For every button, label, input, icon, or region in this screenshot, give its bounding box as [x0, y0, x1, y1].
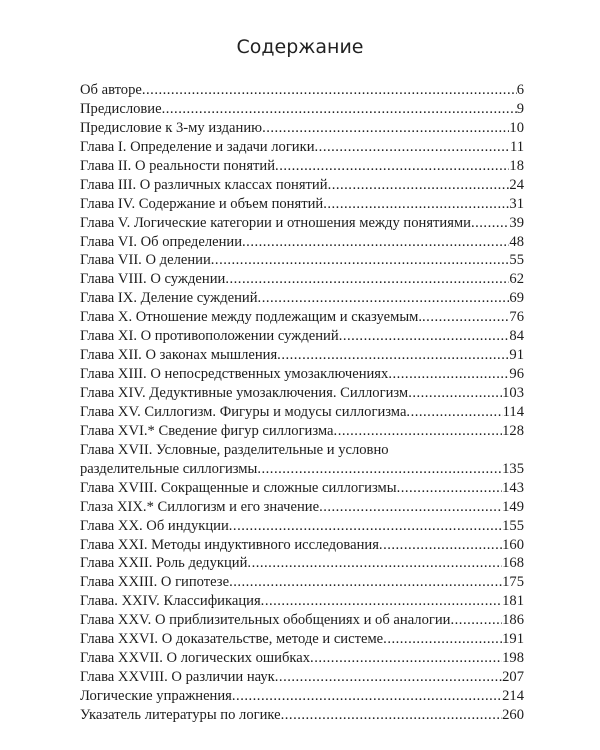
- toc-entry[interactable]: [80, 138, 524, 157]
- toc-entry[interactable]: [80, 100, 524, 119]
- toc-entry-page: 76: [509, 309, 524, 326]
- dot-leader: [323, 195, 509, 214]
- dot-leader: [242, 233, 509, 252]
- toc-entry-title: Глава XXVI. О доказательстве, методе и системе: [80, 631, 384, 648]
- toc-entry-title-line1: Глава XVII. Условные, разделительные и условно: [80, 441, 389, 458]
- toc-entry-page: 96: [509, 366, 524, 383]
- toc-entry[interactable]: [80, 592, 524, 611]
- toc-entry[interactable]: [80, 119, 524, 138]
- toc-entry-title: Указатель литературы по логике: [80, 706, 281, 723]
- toc-entry-page: 10: [509, 119, 524, 136]
- toc-entry-page: 128: [502, 422, 524, 439]
- toc-entry-title: Глаза XIX.* Силлогизм и его значение: [80, 498, 320, 515]
- toc-entry[interactable]: [80, 346, 524, 365]
- dot-leader: [229, 517, 502, 536]
- toc-entry-title: Глава V. Логические категории и отношения между понятиями: [80, 214, 471, 231]
- toc-entry-page: 198: [502, 650, 524, 667]
- dot-leader: [225, 270, 509, 289]
- toc-entry-page: 103: [502, 385, 524, 401]
- toc-entry[interactable]: [80, 157, 524, 176]
- toc-entry-page: 135: [502, 460, 524, 477]
- toc-entry[interactable]: [80, 403, 524, 422]
- toc-entry-page: 55: [509, 252, 524, 269]
- dot-leader: [277, 346, 509, 365]
- dot-leader: [383, 630, 502, 649]
- dot-leader: [334, 422, 503, 441]
- toc-entry[interactable]: [80, 536, 524, 555]
- toc-entry[interactable]: [80, 630, 524, 649]
- dot-leader: [262, 119, 509, 138]
- toc-entry-page: 114: [502, 403, 524, 420]
- toc-entry-page: 168: [502, 555, 524, 572]
- toc-entry-page: 160: [502, 536, 524, 553]
- dot-leader: [211, 251, 510, 270]
- toc-entry-title: Предисловие: [80, 100, 162, 117]
- dot-leader: [406, 403, 502, 422]
- toc-entry-title: Глава XV. Силлогизм. Фигуры и модусы силлогизма: [80, 403, 407, 420]
- toc-entry-page: 39: [509, 214, 524, 231]
- toc-entry[interactable]: [80, 289, 524, 308]
- toc-entry[interactable]: [80, 384, 524, 403]
- toc-entry-title: Глава XIII. О непосредственных умозаключениях: [80, 366, 389, 383]
- toc-entry-page: 155: [502, 517, 524, 534]
- dot-leader: [257, 460, 502, 479]
- dot-leader: [319, 498, 502, 517]
- toc-entry[interactable]: [80, 460, 524, 479]
- toc-entry-page: 149: [502, 498, 524, 515]
- toc-entry[interactable]: [80, 214, 524, 233]
- dot-leader: [162, 100, 517, 119]
- toc-entry[interactable]: [80, 233, 524, 252]
- dot-leader: [232, 687, 502, 706]
- dot-leader: [258, 289, 510, 308]
- toc-entry-page: 214: [502, 688, 524, 704]
- dot-leader: [339, 327, 510, 346]
- toc-entry[interactable]: [80, 687, 524, 706]
- dot-leader: [471, 214, 509, 233]
- toc-entry-page: 69: [509, 290, 524, 307]
- toc-entry[interactable]: [80, 706, 524, 725]
- toc-entry[interactable]: [80, 668, 524, 687]
- toc-entry-title: Глава IX. Деление суждений: [80, 290, 258, 307]
- dot-leader: [328, 176, 510, 195]
- toc-entry-title: Глава VII. О делении: [80, 252, 211, 269]
- toc-entry-title: Глава III. О различных классах понятий: [80, 176, 328, 193]
- toc-entry-page: 260: [502, 706, 524, 723]
- toc-entry-title: Глава II. О реальности понятий: [80, 157, 276, 174]
- dot-leader: [408, 384, 502, 403]
- dot-leader: [229, 573, 502, 592]
- toc-entry[interactable]: [80, 81, 524, 100]
- toc-entry-page: 191: [502, 631, 524, 648]
- toc-entry-page: 91: [509, 347, 524, 364]
- toc-entry-title: Глава XIV. Дедуктивные умозаключения. Силлогизм: [80, 385, 409, 401]
- toc-entry[interactable]: [80, 498, 524, 517]
- toc-entry-page: 6: [516, 82, 524, 98]
- toc-entry-title: разделительные силлогизмы: [80, 460, 258, 477]
- toc-entry-title: Глава IV. Содержание и объем понятий: [80, 195, 324, 212]
- toc-entry-title: Глава. XXIV. Классификация: [80, 593, 261, 610]
- toc-entry-title: Глава XII. О законах мышления: [80, 347, 278, 364]
- toc-entry[interactable]: [80, 517, 524, 536]
- toc-entry-title: Глава XXV. О приблизительных обобщениях и об аналогии: [80, 612, 451, 629]
- toc-entry-page: 31: [509, 195, 524, 212]
- toc-entry[interactable]: [80, 308, 524, 327]
- toc-entry-title: Глава X. Отношение между подлежащим и сказуемым.: [80, 309, 423, 326]
- toc-entry-page: 9: [516, 100, 524, 117]
- toc-entry-first-line: [80, 441, 524, 460]
- toc-entry-title: Глава XX. Об индукции: [80, 517, 229, 534]
- toc-entry-page: 181: [502, 593, 524, 610]
- dot-leader: [388, 365, 509, 384]
- toc-entry[interactable]: [80, 365, 524, 384]
- toc-entry[interactable]: [80, 251, 524, 270]
- dot-leader: [451, 611, 503, 630]
- toc-entry[interactable]: [80, 176, 524, 195]
- toc-entry-title: Глава XXI. Методы индуктивного исследования: [80, 536, 379, 553]
- toc-entry[interactable]: [80, 195, 524, 214]
- dot-leader: [275, 668, 502, 687]
- toc-entry[interactable]: [80, 554, 524, 573]
- toc-entry-title: Логические упражнения: [80, 688, 232, 704]
- toc-entry-page: 24: [509, 176, 524, 193]
- dot-leader: [247, 554, 502, 573]
- dot-leader: [379, 536, 502, 555]
- toc-entry[interactable]: [80, 327, 524, 346]
- toc-entry-title: Глава XXII. Роль дедукций: [80, 555, 248, 572]
- toc-entry-page: 84: [509, 328, 524, 345]
- toc-entry-page: 186: [502, 612, 524, 629]
- dot-leader: [422, 308, 509, 327]
- toc-entry-title: Глава I. Определение и задачи логики: [80, 138, 315, 155]
- toc-entry-page: 62: [509, 271, 524, 288]
- dot-leader: [261, 592, 502, 611]
- dot-leader: [281, 706, 502, 725]
- dot-leader: [315, 138, 510, 157]
- toc-entry-title: Глава XXVIII. О различии наук: [80, 669, 275, 686]
- toc-entry[interactable]: [80, 649, 524, 668]
- dot-leader: [397, 479, 503, 498]
- dot-leader: [142, 81, 517, 100]
- toc-entry-page: 207: [502, 669, 524, 686]
- toc-entry-title: Глава VIII. О суждении: [80, 271, 226, 288]
- dot-leader: [275, 157, 509, 176]
- toc-entry-title: Глава XVIII. Сокращенные и сложные силлогизмы: [80, 479, 397, 496]
- toc-entry-title: Глава VI. Об определении: [80, 233, 243, 250]
- toc-entry-title: Глава XXVII. О логических ошибках: [80, 650, 311, 667]
- toc-entry-page: 175: [502, 574, 524, 591]
- toc-entry[interactable]: [80, 270, 524, 289]
- toc-entry-title: Предисловие к 3-му изданию: [80, 119, 263, 136]
- toc-entry-title: Глава XXIII. О гипотезе: [80, 574, 230, 591]
- dot-leader: [310, 649, 502, 668]
- toc-entry[interactable]: [80, 422, 524, 441]
- toc-entry[interactable]: [80, 611, 524, 630]
- toc-entry-page: 48: [509, 233, 524, 250]
- table-of-contents: [80, 81, 524, 725]
- toc-entry-page: 143: [502, 479, 524, 496]
- toc-entry[interactable]: [80, 479, 524, 498]
- toc-entry-page: 11: [509, 138, 524, 155]
- toc-entry-page: 18: [509, 157, 524, 174]
- toc-entry-title: Об авторе: [80, 82, 142, 98]
- toc-entry[interactable]: [80, 573, 524, 592]
- toc-entry-title: Глава XI. О противоположении суждений: [80, 328, 339, 345]
- page-title: Содержание: [236, 36, 364, 58]
- toc-entry-title: Глава XVI.* Сведение фигур силлогизма: [80, 422, 334, 439]
